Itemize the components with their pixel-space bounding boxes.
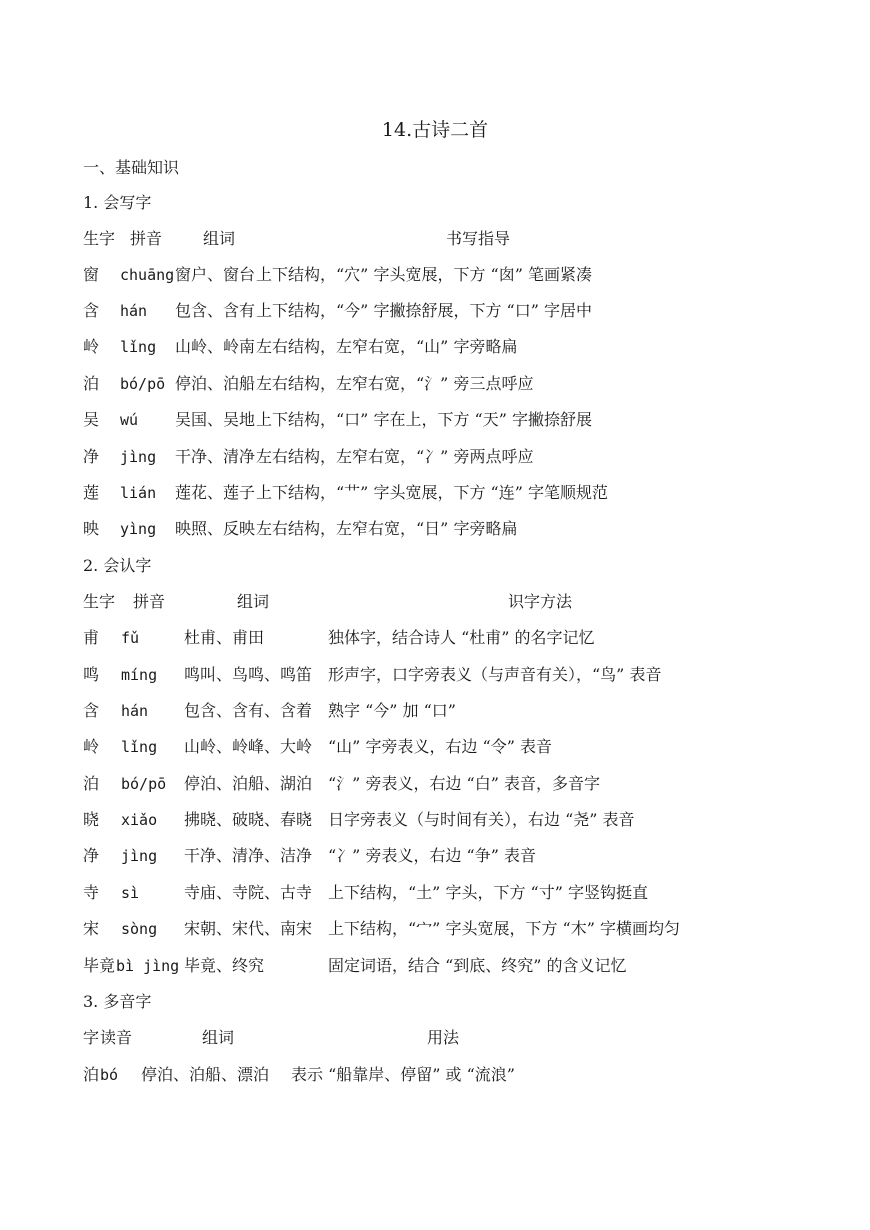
header-words: 组词 bbox=[202, 1028, 235, 1047]
row-char: 泊 bbox=[83, 374, 100, 393]
row-words: 包含、含有、含着 bbox=[184, 701, 313, 720]
row-words: 毕竟、终究 bbox=[184, 956, 265, 975]
row-words: 鸣叫、鸟鸣、鸣笛 bbox=[184, 665, 313, 684]
header-pinyin: 拼音 bbox=[130, 229, 163, 248]
row-pinyin: lǐng bbox=[120, 338, 157, 356]
row-char: 吴 bbox=[83, 410, 100, 429]
row-pinyin: chuāng bbox=[120, 266, 175, 284]
section-poly-heading: 3. 多音字 bbox=[83, 992, 152, 1011]
row-char: 岭 bbox=[83, 737, 100, 756]
row-char: 窗 bbox=[83, 265, 100, 284]
header-usage: 用法 bbox=[427, 1028, 460, 1047]
row-pinyin: míng bbox=[121, 666, 158, 684]
row-pinyin: yìng bbox=[120, 520, 157, 538]
row-method: “冫” 旁表义，右边 “争” 表音 bbox=[328, 846, 536, 865]
row-words: 停泊、泊船 bbox=[175, 374, 256, 393]
header-words: 组词 bbox=[237, 592, 270, 611]
row-pinyin: bó/pō bbox=[121, 775, 167, 793]
row-char: 宋 bbox=[83, 919, 100, 938]
section-basics: 一、基础知识 bbox=[83, 158, 180, 177]
row-words: 停泊、泊船、漂泊 bbox=[141, 1065, 270, 1084]
row-words: 杜甫、甫田 bbox=[184, 628, 265, 647]
row-pinyin: hán bbox=[120, 302, 148, 320]
row-guide: 上下结构，“今” 字撇捺舒展，下方 “口” 字居中 bbox=[256, 301, 592, 320]
row-pinyin: fǔ bbox=[121, 629, 140, 647]
header-method: 识字方法 bbox=[508, 592, 573, 611]
header-reading: 读音 bbox=[100, 1028, 133, 1047]
header-char: 生字 bbox=[83, 592, 116, 611]
row-guide: 上下结构，“穴” 字头宽展，下方 “囱” 笔画紧凑 bbox=[256, 265, 592, 284]
row-guide: 上下结构，“艹” 字头宽展，下方 “连” 字笔顺规范 bbox=[256, 483, 608, 502]
row-method: 上下结构，“宀” 字头宽展，下方 “木” 字横画均匀 bbox=[328, 919, 680, 938]
header-pinyin: 拼音 bbox=[133, 592, 166, 611]
row-pinyin: sòng bbox=[121, 920, 158, 938]
row-pinyin: bó/pō bbox=[120, 375, 166, 393]
row-words: 拂晓、破晓、春晓 bbox=[184, 810, 313, 829]
row-method: 形声字，口字旁表义（与声音有关），“鸟” 表音 bbox=[328, 665, 662, 684]
row-words: 山岭、岭峰、大岭 bbox=[184, 737, 313, 756]
row-pinyin: jìng bbox=[120, 448, 157, 466]
row-char: 寺 bbox=[83, 883, 100, 902]
row-words: 干净、清净 bbox=[175, 447, 256, 466]
row-char: 晓 bbox=[83, 810, 100, 829]
header-char: 生字 bbox=[83, 229, 116, 248]
row-pinyin: bì jìng bbox=[116, 957, 180, 975]
row-method: 上下结构，“土” 字头，下方 “寸” 字竖钩挺直 bbox=[328, 883, 648, 902]
row-words: 莲花、莲子 bbox=[175, 483, 256, 502]
row-pinyin: xiǎo bbox=[121, 811, 158, 829]
row-words: 山岭、岭南 bbox=[175, 337, 256, 356]
row-pinyin: jìng bbox=[121, 847, 158, 865]
row-pinyin: lián bbox=[120, 484, 157, 502]
row-pinyin: lǐng bbox=[121, 738, 158, 756]
row-method: “山” 字旁表义，右边 “令” 表音 bbox=[328, 737, 552, 756]
row-guide: 左右结构，左窄右宽，“日” 字旁略扁 bbox=[256, 519, 518, 538]
row-words: 寺庙、寺院、古寺 bbox=[184, 883, 313, 902]
row-char: 含 bbox=[83, 701, 100, 720]
section-write-heading: 1. 会写字 bbox=[83, 193, 152, 212]
row-words: 吴国、吴地 bbox=[175, 410, 256, 429]
row-words: 停泊、泊船、湖泊 bbox=[184, 774, 313, 793]
row-pinyin: wú bbox=[120, 411, 139, 429]
row-char: 泊 bbox=[83, 1065, 100, 1084]
header-words: 组词 bbox=[203, 229, 236, 248]
row-words: 干净、清净、洁净 bbox=[184, 846, 313, 865]
header-guide: 书写指导 bbox=[446, 229, 511, 248]
row-reading: bó bbox=[100, 1066, 119, 1084]
section-read-heading: 2. 会认字 bbox=[83, 556, 152, 575]
row-char: 毕竟 bbox=[83, 956, 116, 975]
row-usage: 表示 “船靠岸、停留” 或 “流浪” bbox=[291, 1065, 515, 1084]
row-method: 熟字 “今” 加 “口” bbox=[328, 701, 456, 720]
row-method: 日字旁表义（与时间有关），右边 “尧” 表音 bbox=[328, 810, 635, 829]
row-method: “氵” 旁表义，右边 “白” 表音，多音字 bbox=[328, 774, 600, 793]
row-method: 独体字，结合诗人 “杜甫” 的名字记忆 bbox=[328, 628, 595, 647]
row-char: 岭 bbox=[83, 337, 100, 356]
row-pinyin: sì bbox=[121, 884, 140, 902]
row-guide: 左右结构，左窄右宽，“冫” 旁两点呼应 bbox=[256, 447, 534, 466]
row-char: 净 bbox=[83, 447, 100, 466]
row-guide: 左右结构，左窄右宽，“氵” 旁三点呼应 bbox=[256, 374, 534, 393]
row-words: 窗户、窗台 bbox=[175, 265, 256, 284]
header-char: 字 bbox=[83, 1028, 100, 1047]
row-char: 甫 bbox=[83, 628, 100, 647]
row-words: 映照、反映 bbox=[175, 519, 256, 538]
row-char: 鸣 bbox=[83, 665, 100, 684]
row-method: 固定词语，结合 “到底、终究” 的含义记忆 bbox=[328, 956, 627, 975]
page-title: 14.古诗二首 bbox=[381, 119, 489, 141]
row-char: 净 bbox=[83, 846, 100, 865]
row-words: 宋朝、宋代、南宋 bbox=[184, 919, 313, 938]
row-pinyin: hán bbox=[121, 702, 149, 720]
row-guide: 左右结构，左窄右宽，“山” 字旁略扁 bbox=[256, 337, 518, 356]
row-guide: 上下结构，“口” 字在上，下方 “天” 字撇捺舒展 bbox=[256, 410, 592, 429]
row-char: 含 bbox=[83, 301, 100, 320]
row-words: 包含、含有 bbox=[175, 301, 256, 320]
row-char: 泊 bbox=[83, 774, 100, 793]
row-char: 映 bbox=[83, 519, 100, 538]
row-char: 莲 bbox=[83, 483, 100, 502]
